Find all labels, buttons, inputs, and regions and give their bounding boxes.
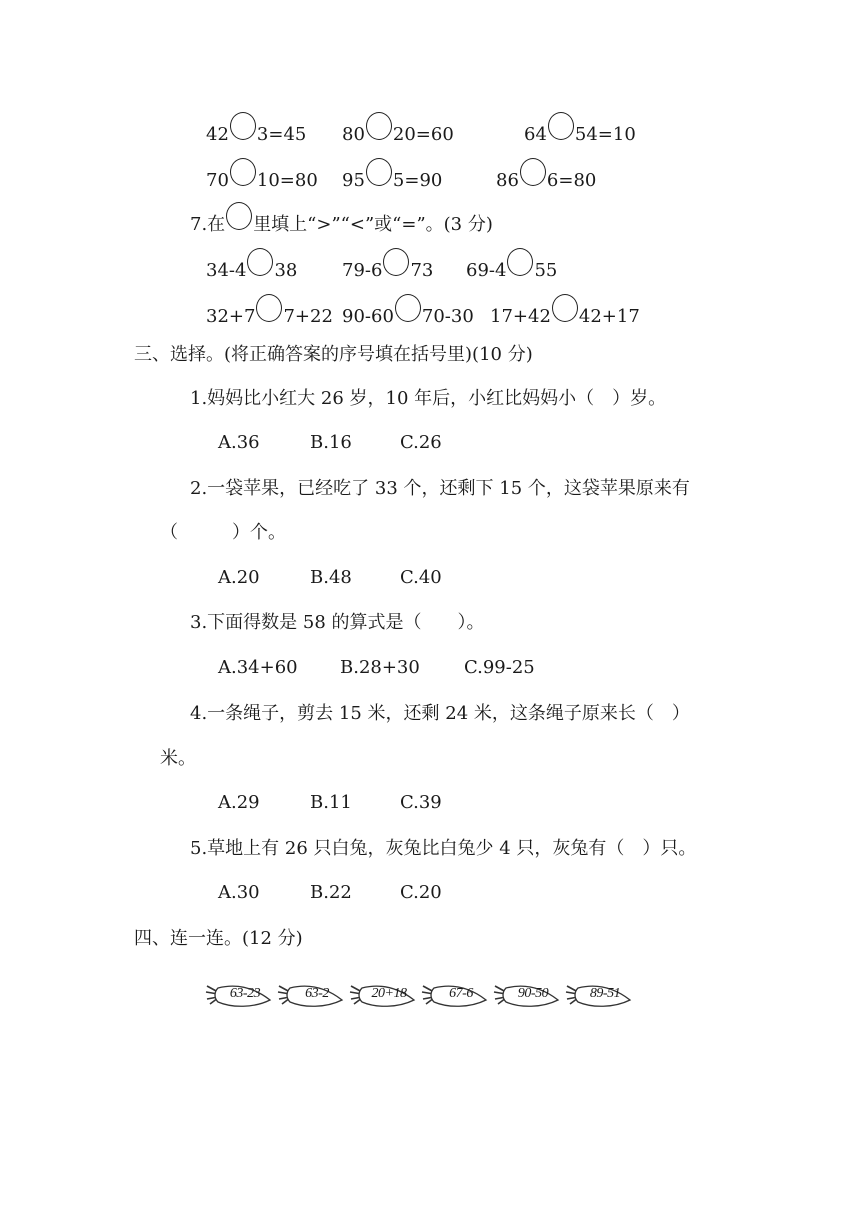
- carrot-1[interactable]: [204, 978, 272, 1012]
- answer-circle[interactable]: [395, 294, 421, 322]
- fill-expr-1-1: 42 3=45: [206, 120, 306, 148]
- q2-text: 2.一袋苹果，已经吃了 33 个，还剩下 15 个，这袋苹果原来有: [190, 478, 690, 499]
- q4-text-cont: 米。: [160, 748, 196, 769]
- q3-option-a[interactable]: A.34+60: [218, 657, 298, 678]
- answer-circle[interactable]: [230, 112, 256, 140]
- carrot-label: 20+18: [371, 986, 407, 1001]
- carrot-label: 90-50: [517, 986, 549, 1001]
- carrot-label: 89-51: [589, 986, 621, 1001]
- carrot-5[interactable]: [492, 978, 560, 1012]
- answer-circle[interactable]: [366, 112, 392, 140]
- q4-option-a[interactable]: A.29: [218, 792, 260, 813]
- answer-circle[interactable]: [230, 158, 256, 186]
- q2-option-a[interactable]: A.20: [218, 567, 260, 588]
- carrot-row: [204, 978, 632, 1012]
- q7-compare-2-2: 90-60 70-30: [342, 302, 474, 330]
- q1-option-a[interactable]: A.36: [218, 432, 260, 453]
- q5-option-a[interactable]: A.30: [218, 882, 260, 903]
- carrot-4[interactable]: [420, 978, 488, 1012]
- fill-expr-1-2: 80 20=60: [342, 120, 454, 148]
- q5-option-b[interactable]: B.22: [310, 882, 352, 903]
- q1-text: 1.妈妈比小红大 26 岁，10 年后，小红比妈妈小（ ）岁。: [190, 388, 667, 409]
- q7-compare-1-3: 69-4 55: [466, 256, 557, 284]
- carrot-label: 63-23: [229, 986, 261, 1001]
- section4-heading: 四、连一连。(12 分): [134, 928, 303, 949]
- q3-option-c[interactable]: C.99-25: [464, 657, 535, 678]
- circle-symbol: [226, 202, 252, 230]
- answer-circle[interactable]: [552, 294, 578, 322]
- q5-option-c[interactable]: C.20: [400, 882, 442, 903]
- fill-expr-2-3: 86 6=80: [496, 166, 596, 194]
- q3-text: 3.下面得数是 58 的算式是（ ）。: [190, 612, 485, 633]
- answer-circle[interactable]: [520, 158, 546, 186]
- q2-text-cont: （ ）个。: [160, 522, 286, 543]
- q4-option-c[interactable]: C.39: [400, 792, 442, 813]
- q5-text: 5.草地上有 26 只白兔，灰兔比白兔少 4 只，灰兔有（ ）只。: [190, 838, 697, 859]
- answer-circle[interactable]: [383, 248, 409, 276]
- fill-expr-2-1: 70 10=80: [206, 166, 318, 194]
- answer-circle[interactable]: [366, 158, 392, 186]
- q7-compare-1-2: 79-6 73: [342, 256, 433, 284]
- fill-expr-1-3: 64 54=10: [524, 120, 636, 148]
- q2-option-b[interactable]: B.48: [310, 567, 352, 588]
- fill-expr-2-2: 95 5=90: [342, 166, 442, 194]
- carrot-label: 67-6: [449, 986, 473, 1001]
- answer-circle[interactable]: [507, 248, 533, 276]
- q2-option-c[interactable]: C.40: [400, 567, 442, 588]
- q3-option-b[interactable]: B.28+30: [340, 657, 420, 678]
- q1-option-b[interactable]: B.16: [310, 432, 352, 453]
- carrot-2[interactable]: [276, 978, 344, 1012]
- q4-text: 4.一条绳子，剪去 15 米，还剩 24 米，这条绳子原来长（ ）: [190, 703, 690, 724]
- answer-circle[interactable]: [256, 294, 282, 322]
- answer-circle[interactable]: [548, 112, 574, 140]
- q7-compare-1-1: 34-4 38: [206, 256, 297, 284]
- carrot-6[interactable]: [564, 978, 632, 1012]
- section3-heading: 三、选择。(将正确答案的序号填在括号里)(10 分): [134, 344, 533, 365]
- q1-option-c[interactable]: C.26: [400, 432, 442, 453]
- q7-compare-2-3: 17+42 42+17: [490, 302, 640, 330]
- q7-compare-2-1: 32+7 7+22: [206, 302, 333, 330]
- carrot-label: 63-2: [305, 986, 329, 1001]
- q7-instruction: 7.在 里填上“>”“<”或“=”。(3 分): [190, 210, 493, 238]
- carrot-3[interactable]: [348, 978, 416, 1012]
- q4-option-b[interactable]: B.11: [310, 792, 352, 813]
- answer-circle[interactable]: [247, 248, 273, 276]
